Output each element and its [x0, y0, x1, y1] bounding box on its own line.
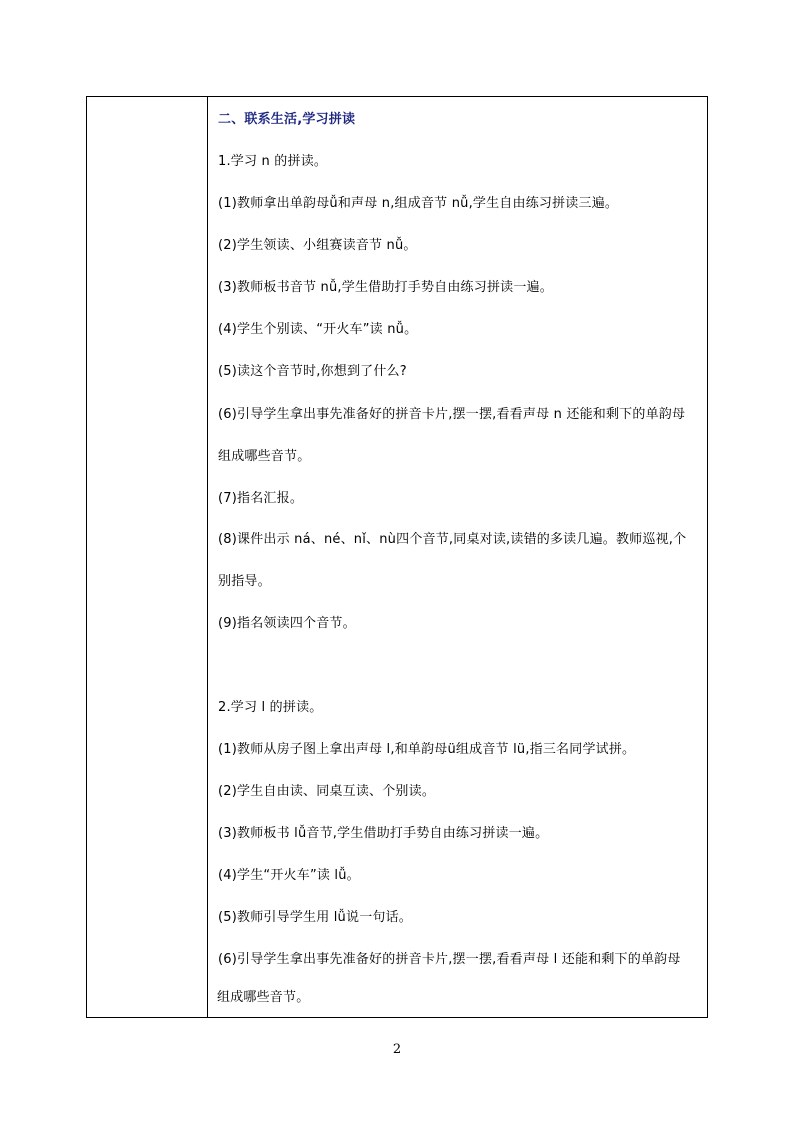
part1-step: (6)引导学生拿出事先准备好的拼音卡片,摆一摆,看看声母 n 还能和剩下的单韵母 — [218, 407, 686, 422]
part2-step: (1)教师从房子图上拿出声母 l,和单韵母ü组成音节 lü,指三名同学试拼。 — [218, 742, 636, 757]
part1-step: (5)读这个音节时,你想到了什么? — [218, 364, 407, 379]
part1-step: (3)教师板书音节 nǚ,学生借助打手势自由练习拼读一遍。 — [218, 280, 553, 295]
part1-step-continued: 别指导。 — [218, 574, 271, 589]
part2-title: 2.学习 l 的拼读。 — [218, 700, 323, 715]
part1-step: (4)学生个别读、“开火车”读 nǚ。 — [218, 322, 418, 337]
part1-title: 1.学习 n 的拼读。 — [218, 154, 328, 169]
lesson-table — [86, 96, 708, 1018]
part2-step: (4)学生“开火车”读 lǚ。 — [218, 868, 360, 883]
part1-step-continued: 组成哪些音节。 — [218, 449, 311, 464]
part1-step: (9)指名领读四个音节。 — [218, 616, 356, 631]
part1-step: (8)课件出示 ná、né、nǐ、nù四个音节,同桌对读,读错的多读几遍。教师巡视,个 — [218, 532, 687, 547]
part1-step: (2)学生领读、小组赛读音节 nǚ。 — [218, 238, 417, 253]
part1-step: (7)指名汇报。 — [218, 491, 304, 506]
part2-step: (6)引导学生拿出事先准备好的拼音卡片,摆一摆,看看声母 l 还能和剩下的单韵母 — [218, 952, 681, 967]
part2-step: (2)学生自由读、同桌互读、个别读。 — [218, 784, 436, 799]
part2-step: (3)教师板书 lǚ音节,学生借助打手势自由练习拼读一遍。 — [218, 826, 549, 841]
part2-step-continued: 组成哪些音节。 — [217, 990, 310, 1005]
part2-step: (5)教师引导学生用 lǚ说一句话。 — [218, 910, 412, 925]
content-cell — [208, 97, 707, 1017]
page-number: 2 — [392, 1042, 402, 1057]
left-empty-cell — [87, 97, 207, 1017]
section-heading: 二、联系生活,学习拼读 — [218, 112, 356, 127]
part1-step: (1)教师拿出单韵母ǚ和声母 n,组成音节 nǚ,学生自由练习拼读三遍。 — [218, 196, 619, 211]
